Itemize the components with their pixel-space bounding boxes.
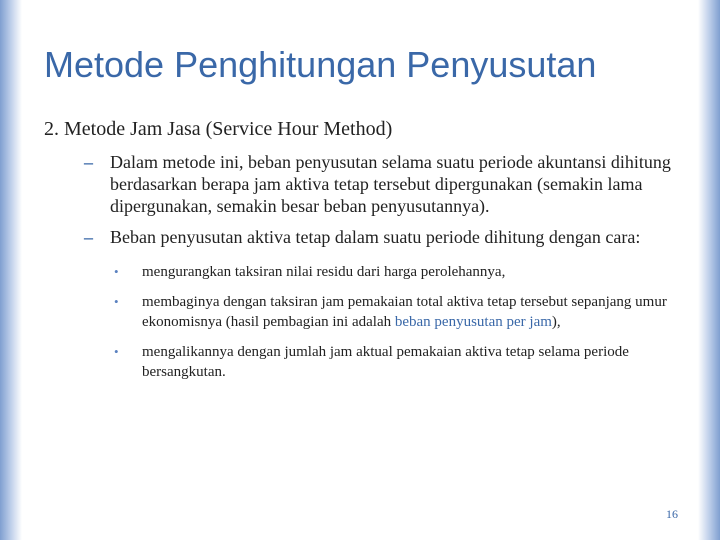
sub-point-text: membaginya dengan taksiran jam pemakaian total aktiva tetap tersebut sepanjang umur ekonomisnya (hasil pembagian ini adalah <box>142 294 667 330</box>
sub-point-text-end: ), <box>551 314 561 330</box>
bullet-icon: • <box>114 264 119 279</box>
main-point-list <box>44 151 684 248</box>
sub-point <box>44 342 684 382</box>
sub-point-text: mengalikannya dengan jumlah jam aktual pemakaian aktiva tetap selama periode bersangkutan. <box>142 344 629 380</box>
main-point-text: Beban penyusutan aktiva tetap dalam suatu periode dihitung dengan cara: <box>110 227 641 247</box>
page-number: 16 <box>666 507 678 521</box>
sub-point-list <box>44 262 684 382</box>
main-point <box>44 151 684 217</box>
section-heading: 2. Metode Jam Jasa (Service Hour Method) <box>44 118 393 140</box>
left-edge-gradient <box>0 0 22 540</box>
dash-marker-icon: – <box>84 227 93 247</box>
bullet-icon: • <box>114 294 119 309</box>
slide-title: Metode Penghitungan Penyusutan <box>44 44 597 85</box>
slide-content <box>44 118 684 392</box>
main-point <box>44 226 684 248</box>
main-point-text: Dalam metode ini, beban penyusutan selama suatu periode akuntansi dihitung berdasarkan berapa jam aktiva tetap tersebut dipergunakan (semakin lama dipergunakan, semakin besar beban penyusutannya). <box>110 152 671 216</box>
sub-point <box>44 262 684 282</box>
highlight-term: beban penyusutan per jam <box>394 314 552 330</box>
sub-point-text: mengurangkan taksiran nilai residu dari harga perolehannya, <box>142 264 506 280</box>
right-edge-gradient <box>698 0 720 540</box>
dash-marker-icon: – <box>84 152 93 172</box>
sub-point <box>44 292 684 332</box>
bullet-icon: • <box>114 344 119 359</box>
